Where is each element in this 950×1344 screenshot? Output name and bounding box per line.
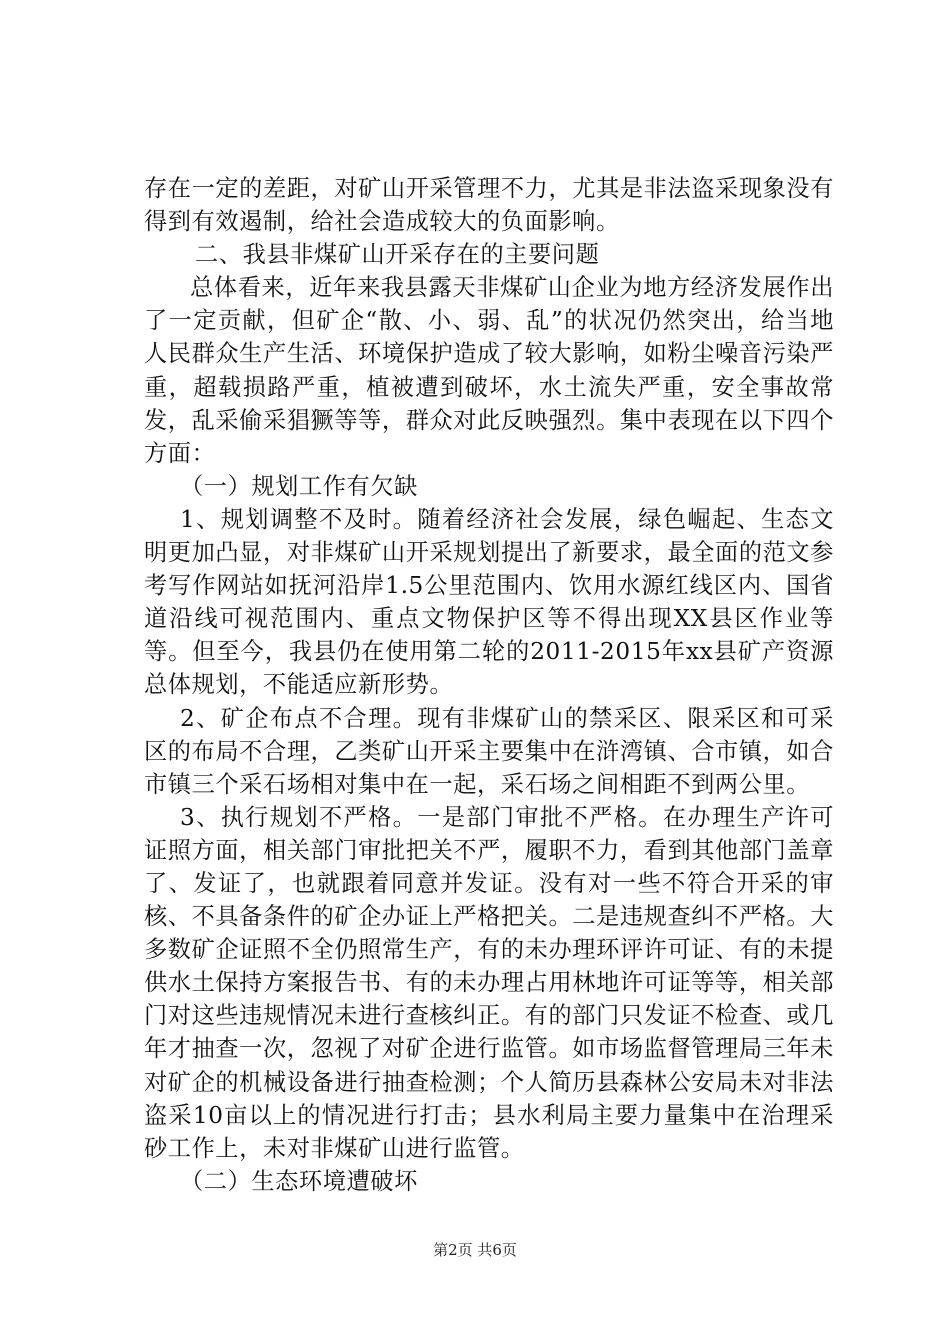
paragraph-item-3: 3、执行规划不严格。一是部门审批不严格。在办理生产许可证照方面，相关部门审批把关不严，履职不力，看到其他部门盖章了、发证了，也就跟着同意并发证。没有对一些不符合开采的审核、不具备条件的矿企办证上严格把关。二是违规查纠不严格。大多数矿企证照不全仍照常生产，有的未办理环评许可证、有的未提供水土保持方案报告书、有的未办理占用林地许可证等等，相关部门对这些违规情况未进行查核纠正。有的部门只发证不检查、或几年才抽查一次，忽视了对矿企进行监管。如市场监督管理局三年未对矿企的机械设备进行抽查检测；个人简历县森林公安局未对非法盗采10亩以上的情况进行打击；县水利局主要力量集中在治理采砂工作上，未对非煤矿山进行监管。: [144, 803, 834, 1162]
section-heading: 二、我县非煤矿山开采存在的主要问题: [195, 241, 600, 269]
paragraph-overview: 总体看来，近年来我县露天非煤矿山企业为地方经济发展作出了一定贡献，但矿企“散、小、弱、乱”的状况仍然突出，给当地人民群众生产生活、环境保护造成了较大影响，如粉尘噪音污染严重，超载损路严重，植被遭到破坏，水土流失严重，安全事故常发，乱采偷采猖獗等等，群众对此反映强烈。集中表现在以下四个方面：: [144, 274, 834, 467]
subsection-heading-2: （二）生态环境遭破坏: [180, 1167, 418, 1195]
subsection-heading-1: （一）规划工作有欠缺: [180, 472, 418, 500]
document-body: [144, 172, 834, 1198]
paragraph-continued: 存在一定的差距，对矿山开采管理不力，尤其是非法盗采现象没有得到有效遏制，给社会造成较大的负面影响。: [144, 175, 834, 236]
paragraph-item-1: 1、规划调整不及时。随着经济社会发展，绿色崛起、生态文明更加凸显，对非煤矿山开采规划提出了新要求，最全面的范文参考写作网站如抚河沿岸1.5公里范围内、饮用水源红线区内、国省道沿线可视范围内、重点文物保护区等不得出现XX县区作业等等。但至今，我县仍在使用第二轮的2011-2015年xx县矿产资源总体规划，不能适应新形势。: [144, 505, 834, 699]
paragraph-item-2: 2、矿企布点不合理。现有非煤矿山的禁采区、限采区和可采区的布局不合理，乙类矿山开采主要集中在浒湾镇、合市镇，如合市镇三个采石场相对集中在一起，采石场之间相距不到两公里。: [144, 704, 834, 798]
page-number-footer: 第2页 共6页: [433, 1241, 517, 1259]
